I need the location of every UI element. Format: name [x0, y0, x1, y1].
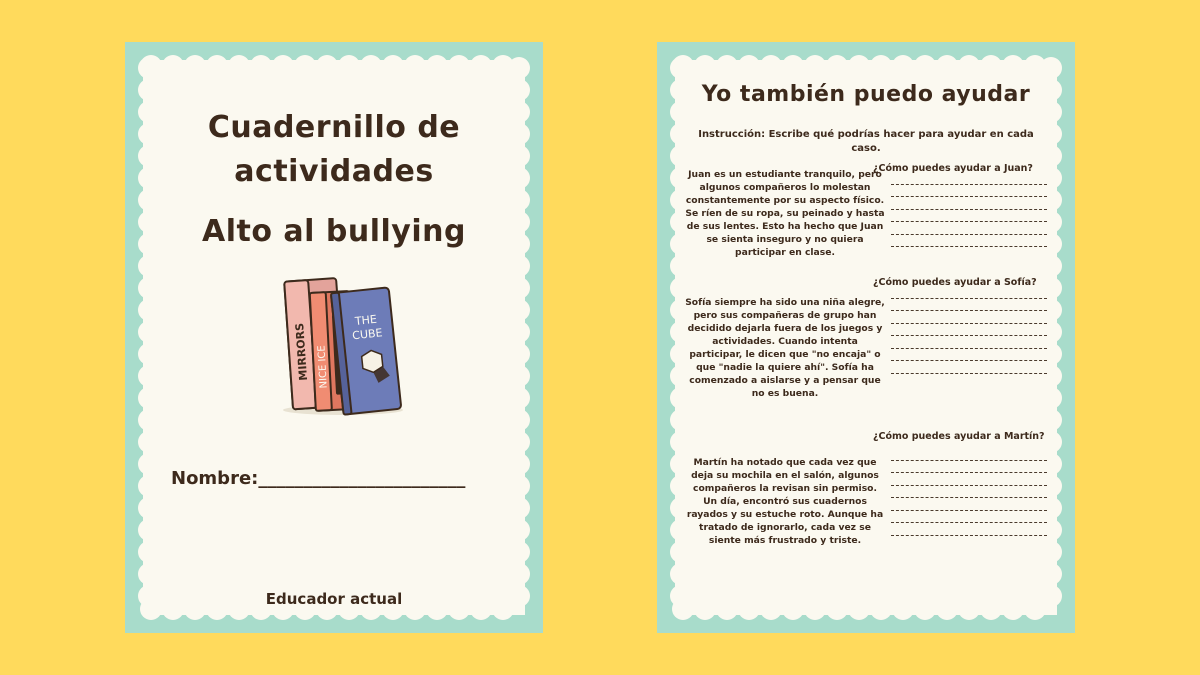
book-title-mirrors: MIRRORS	[293, 322, 311, 382]
book-title-the-cube: THE	[354, 312, 378, 328]
instruction: Instrucción: Escribe qué podrías hacer para ayudar en cada caso.	[698, 129, 1034, 154]
name-field: Nombre:_______________________	[171, 468, 466, 489]
answer-lines-sofia[interactable]	[891, 286, 1047, 374]
worksheet-page	[657, 42, 1075, 633]
cover-title: Cuadernillo de actividades	[207, 110, 461, 189]
answer-lines-juan[interactable]	[891, 172, 1047, 247]
svg-text:CUBE: CUBE	[351, 326, 384, 343]
answer-lines-martin[interactable]	[891, 448, 1047, 536]
books-illustration	[271, 260, 411, 420]
book-title-nice-ice: NICE ICE	[316, 344, 330, 389]
worksheet-title: Yo también puedo ayudar	[701, 82, 1031, 107]
case-sofia-story: Sofía siempre ha sido una niña alegre, pero sus compañeras de grupo han decidido dejarla fuera de los juegos y actividades. Cuando intenta participar, le dicen que "no encaja" o que "nadie la quiere ahí". Sofía ha comenzado a aislarse y a pensar que no es buena.	[685, 297, 885, 399]
worksheet-paper	[675, 60, 1057, 615]
cover-footer: Educador actual	[265, 590, 403, 608]
case-juan-question: ¿Cómo puedes ayudar a Juan?	[873, 163, 1033, 174]
cover-subtitle: Alto al bullying	[202, 214, 466, 249]
cover-paper	[143, 60, 525, 615]
cover-page	[125, 42, 543, 633]
case-juan-story: Juan es un estudiante tranquilo, pero algunos compañeros lo molestan constantemente por su aspecto físico. Se ríen de su ropa, su peinado y hasta de sus lentes. Esto ha hecho que Juan se sienta inseguro y no quiera participar en clase.	[685, 169, 885, 258]
case-martin-story: Martín ha notado que cada vez que deja su mochila en el salón, algunos compañeros la revisan sin permiso. Un día, encontró sus cuadernos rayados y su estuche roto. Aunque ha tratado de ignorarlo, cada vez se siente más frustrado y triste.	[686, 457, 884, 546]
case-martin-question: ¿Cómo puedes ayudar a Martín?	[873, 431, 1045, 442]
case-sofia-question: ¿Cómo puedes ayudar a Sofía?	[873, 277, 1037, 288]
